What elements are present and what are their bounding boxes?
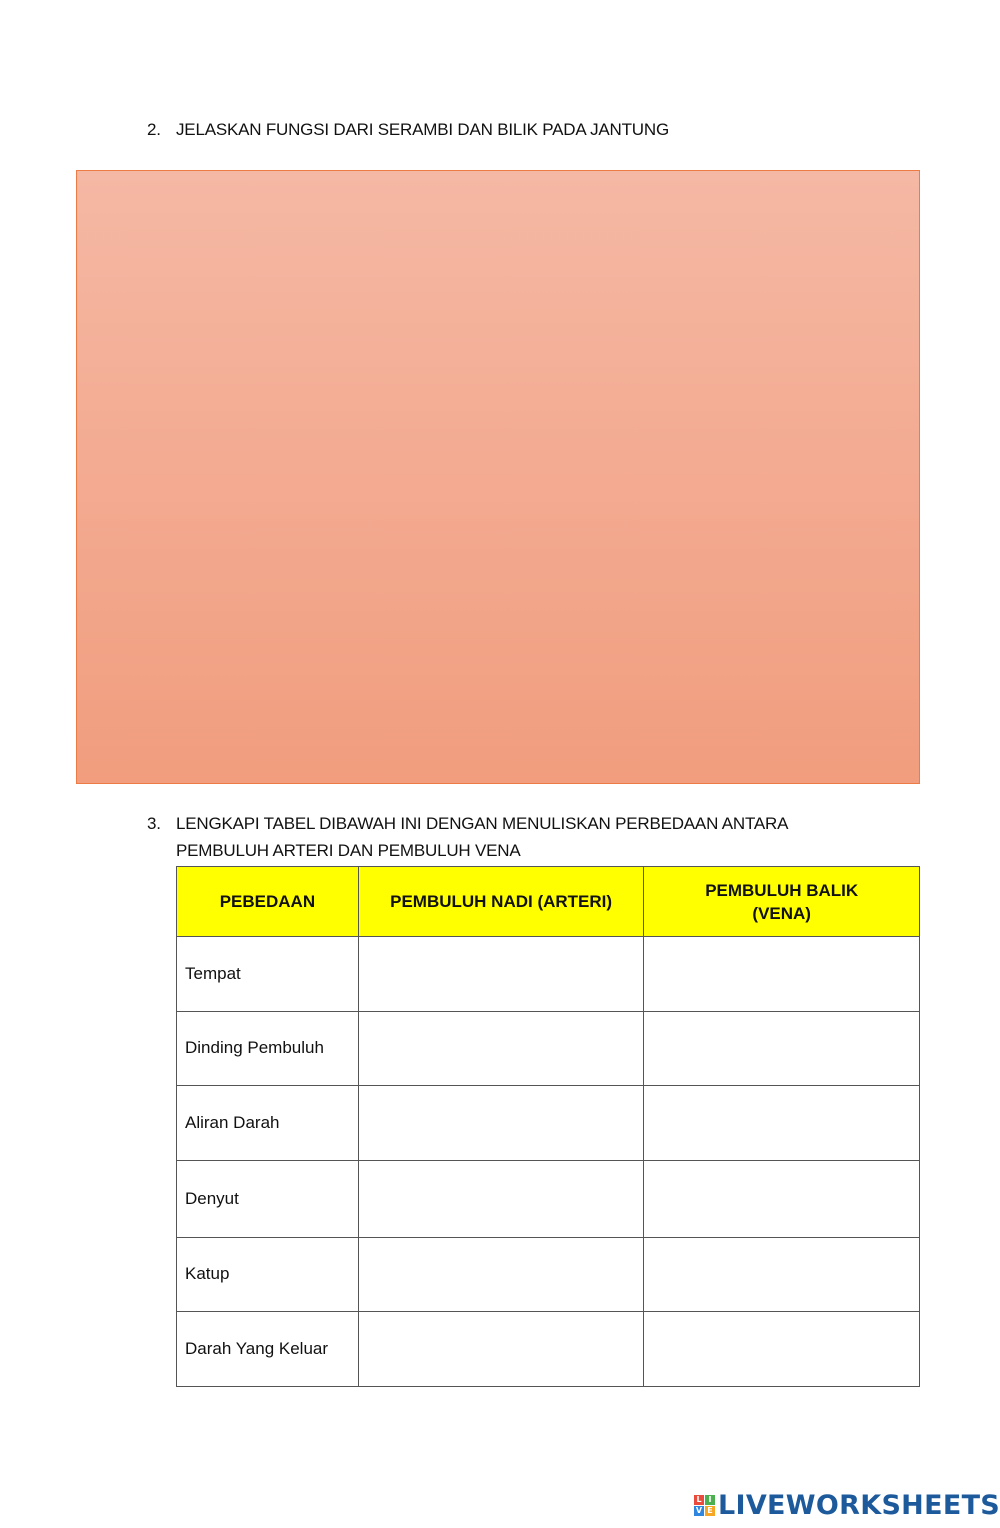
logo-mark-icon	[694, 1495, 715, 1516]
answer-cell-arteri[interactable]	[358, 1011, 644, 1086]
table-row	[177, 1237, 920, 1312]
header-vena-line1: PEMBULUH BALIK	[705, 880, 859, 900]
logo-mark-letter: V	[695, 1505, 703, 1515]
row-label: Aliran Darah	[177, 1086, 359, 1161]
answer-cell-vena[interactable]	[644, 937, 920, 1012]
logo-mark-letter: I	[705, 1495, 715, 1505]
logo-mark-letter: E	[705, 1506, 715, 1516]
question-2	[147, 116, 907, 144]
answer-cell-vena[interactable]	[644, 1011, 920, 1086]
answer-cell-arteri[interactable]	[358, 1086, 644, 1161]
row-label: Denyut	[177, 1160, 359, 1237]
header-pebedaan: PEBEDAAN	[177, 867, 359, 937]
question-text: JELASKAN FUNGSI DARI SERAMBI DAN BILIK PADA JANTUNG	[176, 120, 669, 139]
header-arteri: PEMBULUH NADI (ARTERI)	[358, 867, 644, 937]
table-header-row	[177, 867, 920, 937]
answer-cell-arteri[interactable]	[358, 937, 644, 1012]
table-row	[177, 1086, 920, 1161]
row-label: Darah Yang Keluar	[177, 1312, 359, 1387]
answer-cell-vena[interactable]	[644, 1312, 920, 1387]
liveworksheets-logo[interactable]	[694, 1488, 1000, 1522]
header-vena	[644, 867, 920, 937]
answer-cell-arteri[interactable]	[358, 1312, 644, 1387]
question-number: 2.	[147, 120, 161, 139]
table-row	[177, 1011, 920, 1086]
answer-cell-vena[interactable]	[644, 1086, 920, 1161]
logo-text: LIVEWORKSHEETS	[718, 1489, 1000, 1521]
question-3	[147, 810, 907, 866]
answer-text-area[interactable]	[76, 170, 920, 784]
header-vena-line2: (VENA)	[752, 903, 811, 923]
logo-mark-letter: L	[694, 1495, 704, 1505]
table-row	[177, 937, 920, 1012]
comparison-table	[176, 866, 920, 1387]
question-number: 3.	[147, 814, 161, 833]
row-label: Dinding Pembuluh	[177, 1011, 359, 1086]
row-label: Katup	[177, 1237, 359, 1312]
answer-cell-vena[interactable]	[644, 1237, 920, 1312]
question-text: LENGKAPI TABEL DIBAWAH INI DENGAN MENULISKAN PERBEDAAN ANTARA PEMBULUH ARTERI DAN PEMBULUH VENA	[176, 814, 788, 860]
answer-cell-arteri[interactable]	[358, 1160, 644, 1237]
answer-cell-vena[interactable]	[644, 1160, 920, 1237]
answer-cell-arteri[interactable]	[358, 1237, 644, 1312]
table-row	[177, 1312, 920, 1387]
table-row	[177, 1160, 920, 1237]
row-label: Tempat	[177, 937, 359, 1012]
